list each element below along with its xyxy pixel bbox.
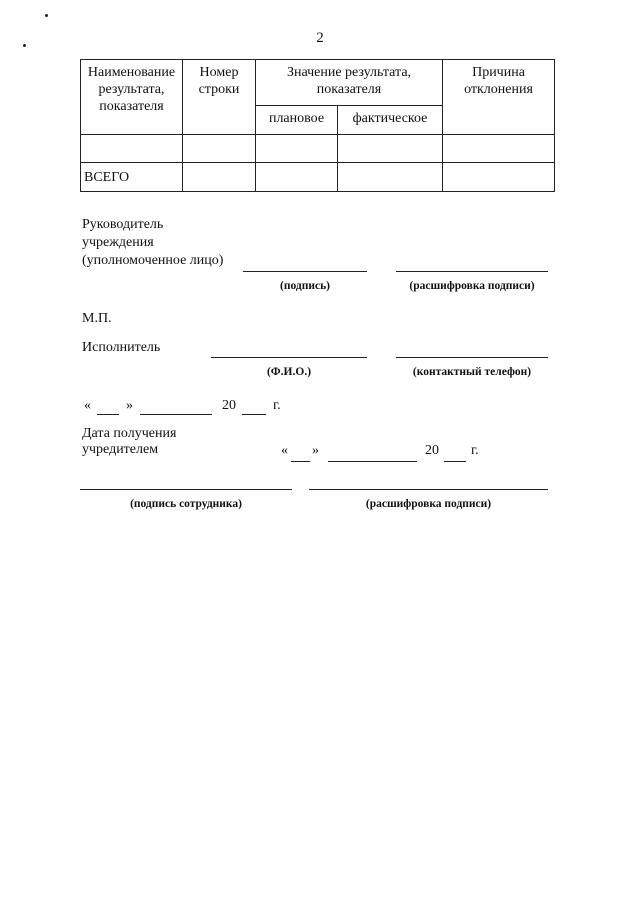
- header-line-number: Номер строки: [183, 60, 256, 135]
- staff-signature-caption: (подпись сотрудника): [130, 498, 242, 510]
- executor-phone-caption: (контактный телефон): [412, 366, 532, 378]
- receipt-year-prefix: 20: [425, 443, 439, 458]
- header-reason: Причина отклонения: [443, 60, 555, 135]
- page-number: 2: [316, 30, 324, 46]
- head-decoding-line: [396, 271, 548, 272]
- receipt-close-quote: »: [312, 443, 319, 458]
- head-signature-line: [243, 271, 367, 272]
- staff-signature-line: [80, 489, 292, 490]
- scan-speck: [45, 14, 48, 17]
- date-close-quote: »: [126, 398, 133, 413]
- staff-decoding-caption: (расшифровка подписи): [365, 498, 492, 510]
- head-title-line1: Руководитель: [82, 217, 164, 232]
- date-month-line: [140, 414, 212, 415]
- date-year-suffix: г.: [273, 398, 281, 413]
- stamp-label: М.П.: [82, 311, 112, 326]
- executor-phone-line: [396, 357, 548, 358]
- executor-label: Исполнитель: [82, 340, 161, 355]
- total-label: ВСЕГО: [81, 163, 183, 192]
- table-row: [81, 135, 555, 163]
- header-planned: плановое: [256, 106, 338, 135]
- executor-name-line: [211, 357, 367, 358]
- staff-decoding-line: [309, 489, 548, 490]
- head-title-line2: учреждения: [82, 235, 154, 250]
- head-decoding-caption: (расшифровка подписи): [409, 280, 535, 292]
- head-signature-caption: (подпись): [280, 280, 330, 292]
- results-table: [80, 59, 555, 192]
- header-name: Наименование результата, показателя: [81, 60, 183, 135]
- receipt-label-line2: учредителем: [82, 442, 159, 457]
- header-actual: фактическое: [338, 106, 443, 135]
- total-row: [81, 163, 555, 192]
- head-title-line3: (уполномоченное лицо): [82, 253, 224, 268]
- date-year-line: [242, 414, 266, 415]
- date-open-quote: «: [84, 398, 91, 413]
- date-day-line: [97, 414, 119, 415]
- receipt-month-line: [328, 461, 417, 462]
- receipt-year-suffix: г.: [471, 443, 479, 458]
- receipt-year-line: [444, 461, 466, 462]
- header-value: Значение результата, показателя: [256, 60, 443, 106]
- receipt-label-line1: Дата получения: [82, 426, 177, 441]
- date-year-prefix: 20: [222, 398, 236, 413]
- executor-name-caption: (Ф.И.О.): [266, 366, 312, 378]
- receipt-open-quote: «: [281, 443, 288, 458]
- receipt-day-line: [291, 461, 310, 462]
